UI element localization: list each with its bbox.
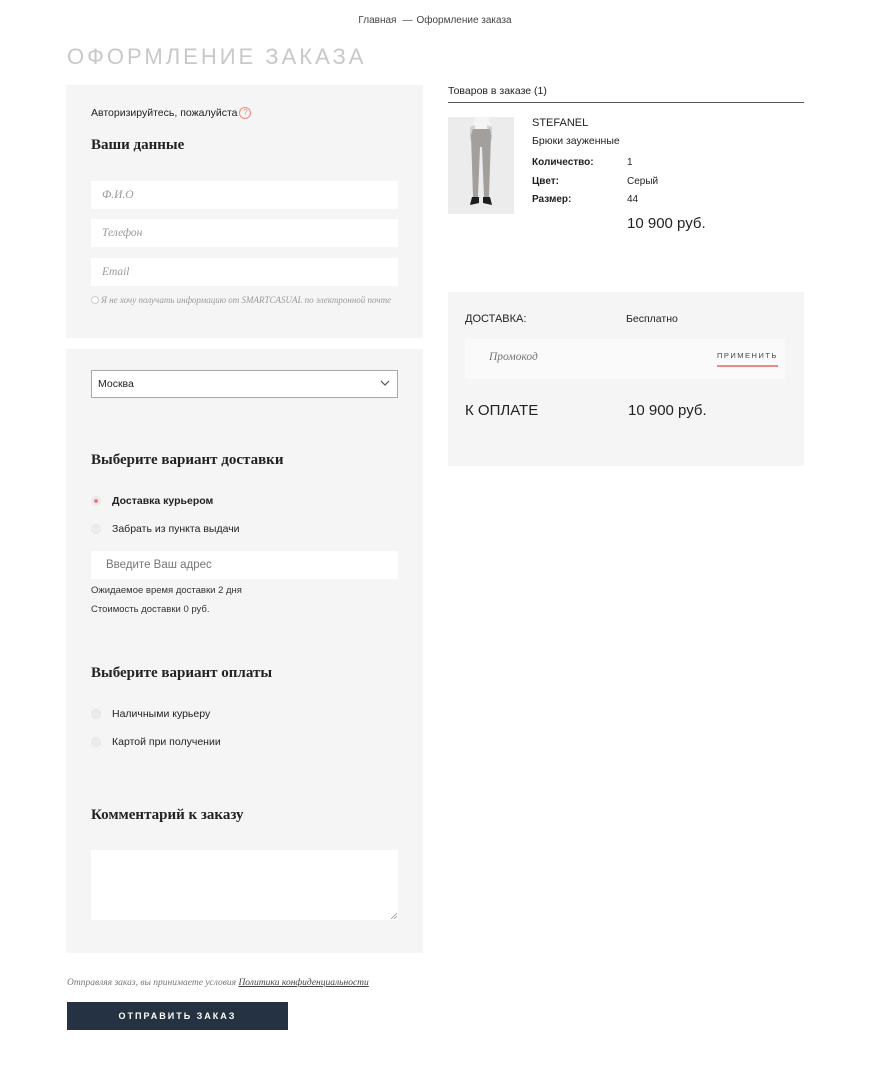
promo-code-input[interactable] <box>489 351 689 363</box>
trousers-icon <box>448 117 514 214</box>
breadcrumb-current: Оформление заказа <box>416 15 512 26</box>
payment-option-label: Наличными курьеру <box>112 708 211 720</box>
payment-option-label: Картой при получении <box>112 736 221 748</box>
auth-prompt[interactable] <box>91 107 251 119</box>
customer-data-panel <box>66 85 423 338</box>
product-image[interactable] <box>448 117 514 214</box>
email-field[interactable] <box>91 258 398 286</box>
delivery-option-label: Доставка курьером <box>112 495 214 507</box>
address-field[interactable] <box>91 551 398 579</box>
delivery-cost-text: Стоимость доставки 0 руб. <box>91 604 210 615</box>
privacy-policy-link[interactable]: Политики конфиденциальности <box>238 978 369 988</box>
delivery-time-text: Ожидаемое время доставки 2 дня <box>91 585 242 596</box>
payment-card-radio[interactable] <box>91 737 101 747</box>
breadcrumb <box>0 15 870 26</box>
customer-data-heading: Ваши данные <box>91 137 185 153</box>
order-summary-panel <box>448 292 804 466</box>
payment-cash-radio[interactable] <box>91 709 101 719</box>
order-items-header: Товаров в заказе (1) <box>448 85 804 103</box>
submit-order-button[interactable]: ОТПРАВИТЬ ЗАКАЗ <box>67 1002 288 1030</box>
size-label: Размер: <box>532 194 572 205</box>
newsletter-opt-out-label: Я не хочу получать информацию от SMARTCASUAL по электронной почте <box>101 295 392 305</box>
total-value: 10 900 руб. <box>628 402 707 419</box>
fio-field[interactable] <box>91 181 398 209</box>
delivery-option-label: Забрать из пункта выдачи <box>112 523 240 535</box>
apply-promo-button[interactable]: ПРИМЕНИТЬ <box>717 351 778 367</box>
auth-text[interactable]: Авторизируйтесь, пожалуйста <box>91 107 238 119</box>
delivery-heading: Выберите вариант доставки <box>91 452 284 468</box>
promo-code-box <box>465 339 785 379</box>
resize-grip-icon[interactable] <box>391 913 397 919</box>
breadcrumb-home-link[interactable]: Главная <box>358 15 397 26</box>
policy-notice <box>67 978 369 988</box>
delivery-option-courier[interactable] <box>91 495 213 507</box>
product-name[interactable]: Брюки зауженные <box>532 135 620 147</box>
delivery-panel <box>66 349 423 953</box>
quantity-value: 1 <box>627 157 633 168</box>
city-select-value: Москва <box>98 378 134 390</box>
phone-field[interactable] <box>91 219 398 247</box>
newsletter-opt-out[interactable] <box>91 295 401 306</box>
comment-heading: Комментарий к заказу <box>91 807 244 823</box>
breadcrumb-separator: — <box>402 15 413 26</box>
newsletter-opt-out-checkbox[interactable] <box>91 296 99 304</box>
policy-text: Отправляя заказ, вы принимаете условия <box>67 978 237 988</box>
delivery-option-pickup[interactable] <box>91 523 240 535</box>
total-label: К ОПЛАТЕ <box>465 402 539 419</box>
product-price: 10 900 руб. <box>627 215 706 232</box>
chevron-down-icon <box>379 377 391 389</box>
color-value: Серый <box>627 176 659 187</box>
payment-heading: Выберите вариант оплаты <box>91 665 273 681</box>
delivery-pickup-radio[interactable] <box>91 524 101 534</box>
delivery-courier-radio[interactable] <box>91 496 101 506</box>
payment-option-cash[interactable] <box>91 708 210 720</box>
delivery-summary-value: Бесплатно <box>626 313 678 325</box>
help-icon[interactable]: ? <box>239 107 251 119</box>
quantity-label: Количество: <box>532 157 594 168</box>
size-value: 44 <box>627 194 639 205</box>
product-brand: STEFANEL <box>532 117 589 129</box>
city-select[interactable] <box>91 370 398 398</box>
color-label: Цвет: <box>532 176 559 187</box>
page-title: ОФОРМЛЕНИЕ ЗАКАЗА <box>67 44 367 69</box>
delivery-summary-label: ДОСТАВКА: <box>465 313 527 325</box>
comment-textarea[interactable] <box>91 850 398 920</box>
payment-option-card[interactable] <box>91 736 221 748</box>
